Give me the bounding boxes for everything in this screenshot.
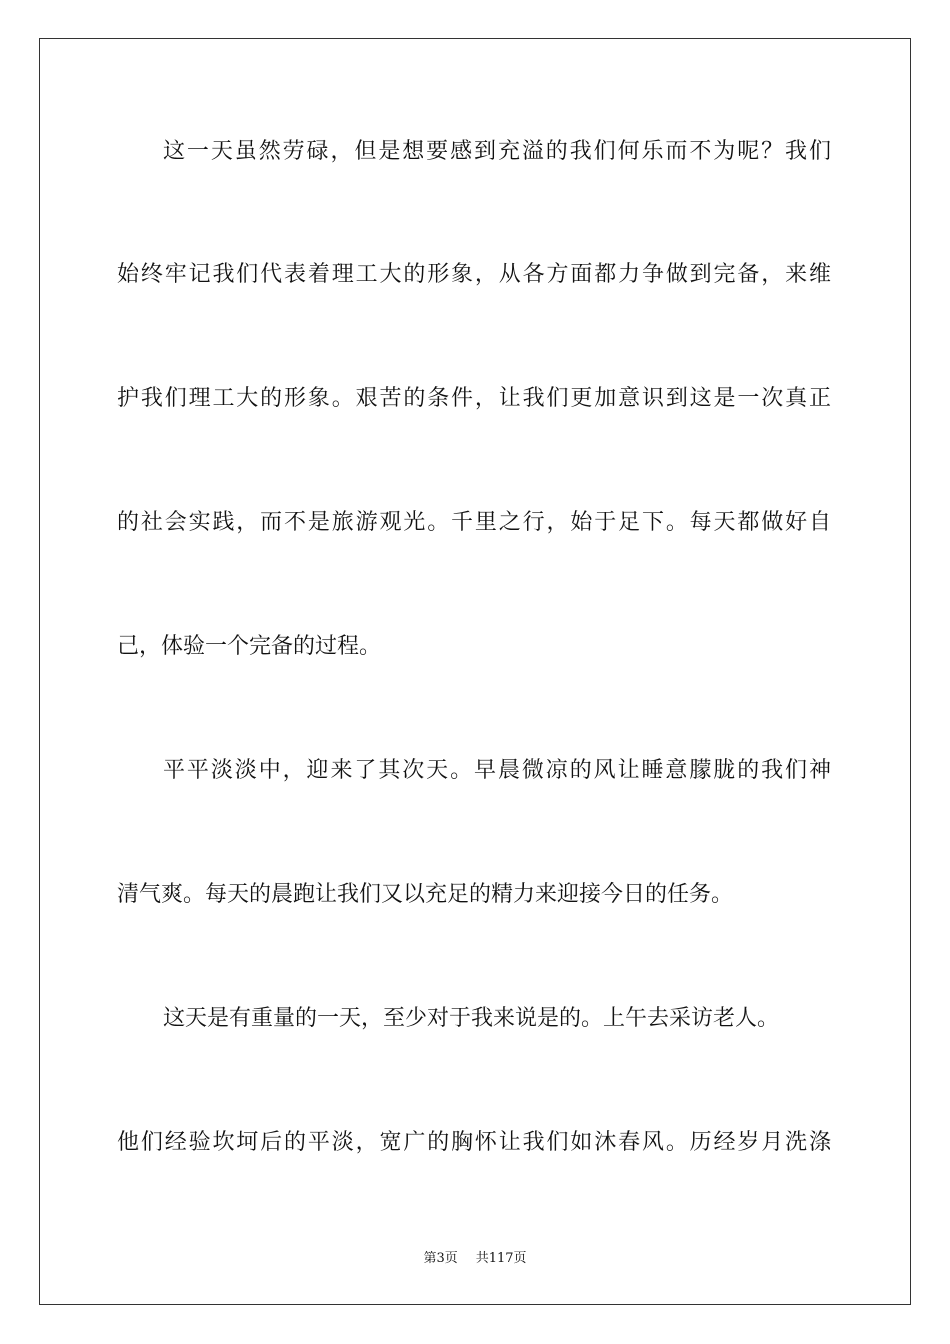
paragraph-1-line-2: 始终牢记我们代表着理工大的形象，从各方面都力争做到完备，来维 (117, 262, 831, 287)
paragraph-1-line-5: 己，体验一个完备的过程。 (117, 634, 382, 659)
paragraph-2-line-1: 平平淡淡中，迎来了其次天。早晨微凉的风让睡意朦胧的我们神 (163, 758, 831, 783)
page-total: 共117页 (475, 1251, 527, 1266)
paragraph-1-line-4: 的社会实践，而不是旅游观光。千里之行，始于足下。每天都做好自 (117, 510, 831, 535)
paragraph-1-line-3: 护我们理工大的形象。艰苦的条件，让我们更加意识到这是一次真正 (117, 386, 831, 411)
page-number: 第3页 (423, 1251, 458, 1266)
page-footer (0, 1247, 950, 1266)
paragraph-3-line-2: 他们经验坎坷后的平淡，宽广的胸怀让我们如沐春风。历经岁月洗涤 (117, 1130, 831, 1155)
paragraph-1-line-1: 这一天虽然劳碌，但是想要感到充溢的我们何乐而不为呢？我们 (163, 139, 831, 164)
page-border (39, 38, 911, 1305)
paragraph-3-line-1: 这天是有重量的一天，至少对于我来说是的。上午去采访老人。 (163, 1006, 780, 1031)
paragraph-2-line-2: 清气爽。每天的晨跑让我们又以充足的精力来迎接今日的任务。 (117, 882, 734, 907)
